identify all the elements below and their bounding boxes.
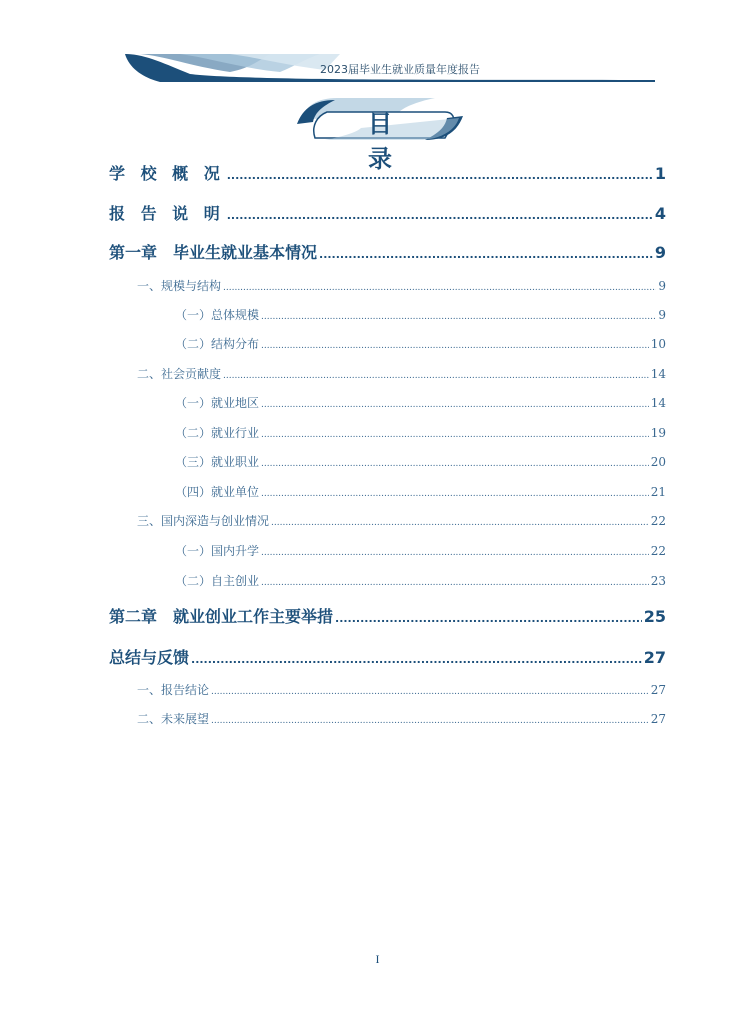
toc-entry-label: 报 告 说 明: [109, 204, 225, 223]
toc-entry-page: 9: [658, 279, 666, 293]
toc-leader-dots: [227, 209, 653, 222]
toc-entry-page: 27: [650, 712, 666, 726]
toc-leader-dots: [335, 612, 642, 625]
toc-entry[interactable]: [137, 710, 666, 727]
toc-title: 目 录: [368, 110, 418, 173]
toc-leader-dots: [261, 312, 656, 322]
toc-entry-label: （二）结构分布: [175, 337, 260, 351]
toc-entry-page: 1: [654, 164, 666, 183]
toc-leader-dots: [261, 548, 649, 558]
toc-entry-page: 14: [650, 367, 666, 381]
toc-entry-page: 14: [650, 396, 666, 410]
toc-entry[interactable]: [109, 604, 666, 627]
toc-leader-dots: [227, 169, 653, 182]
toc-leader-dots: [211, 687, 649, 697]
toc-entry[interactable]: [175, 306, 666, 323]
toc-entry-label: 第一章 毕业生就业基本情况: [109, 243, 318, 262]
toc-entry-label: 一、报告结论: [137, 683, 210, 697]
toc-entry-label: （一）就业地区: [175, 396, 260, 410]
toc-entry[interactable]: [175, 335, 666, 352]
toc-leader-dots: [223, 283, 656, 293]
toc-entry-page: 9: [654, 243, 666, 262]
toc-entry[interactable]: [137, 681, 666, 698]
toc-leader-dots: [261, 430, 649, 440]
toc-entry-label: 总结与反馈: [109, 648, 190, 667]
toc-leader-dots: [261, 400, 649, 410]
toc-leader-dots: [261, 341, 649, 351]
toc-entry-page: 25: [643, 607, 666, 626]
page-number: I: [375, 952, 380, 966]
toc-entry[interactable]: [109, 645, 666, 668]
toc-entry[interactable]: [175, 572, 666, 589]
toc-leader-dots: [271, 518, 649, 528]
toc-entry-page: 21: [650, 485, 666, 499]
toc-leader-dots: [261, 459, 649, 469]
toc-leader-dots: [261, 578, 649, 588]
toc-entry-label: （四）就业单位: [175, 485, 260, 499]
toc-leader-dots: [319, 248, 653, 261]
toc-entry-page: 4: [654, 204, 666, 223]
toc-entry[interactable]: [137, 365, 666, 382]
toc-entry-page: 27: [650, 683, 666, 697]
toc-entry[interactable]: [109, 201, 666, 224]
toc-entry-page: 9: [658, 308, 666, 322]
toc-entry-label: （一）总体规模: [175, 308, 260, 322]
toc-entry-label: （二）自主创业: [175, 574, 260, 588]
toc-entry-label: 二、社会贡献度: [137, 367, 222, 381]
toc-entry[interactable]: [137, 277, 666, 294]
toc-entry[interactable]: [175, 453, 666, 470]
toc-leader-dots: [191, 653, 642, 666]
toc-entry-label: 一、规模与结构: [137, 279, 222, 293]
toc-entry-label: 第二章 就业创业工作主要举措: [109, 607, 334, 626]
report-header-title: 2023届毕业生就业质量年度报告: [320, 63, 480, 76]
toc-entry-label: （三）就业职业: [175, 455, 260, 469]
toc-entry-page: 22: [650, 514, 666, 528]
toc-leader-dots: [211, 716, 649, 726]
toc-entry-page: 19: [650, 426, 666, 440]
toc-entry-page: 22: [650, 544, 666, 558]
toc-entry-page: 27: [643, 648, 666, 667]
toc-entry[interactable]: [109, 240, 666, 263]
toc-entry-page: 20: [650, 455, 666, 469]
toc-entry-label: 二、未来展望: [137, 712, 210, 726]
toc-entry[interactable]: [109, 161, 666, 184]
toc-entry[interactable]: [175, 424, 666, 441]
toc-entry-page: 10: [650, 337, 666, 351]
toc-entry[interactable]: [137, 512, 666, 529]
toc-entry-page: 23: [650, 574, 666, 588]
toc-leader-dots: [261, 489, 649, 499]
toc-entry-label: 学 校 概 况: [109, 164, 225, 183]
toc-entry-label: 三、国内深造与创业情况: [137, 514, 270, 528]
toc-leader-dots: [223, 371, 649, 381]
toc-entry[interactable]: [175, 483, 666, 500]
toc-entry-label: （二）就业行业: [175, 426, 260, 440]
toc-entry-label: （一）国内升学: [175, 544, 260, 558]
toc-entry[interactable]: [175, 394, 666, 411]
toc-entry[interactable]: [175, 542, 666, 559]
